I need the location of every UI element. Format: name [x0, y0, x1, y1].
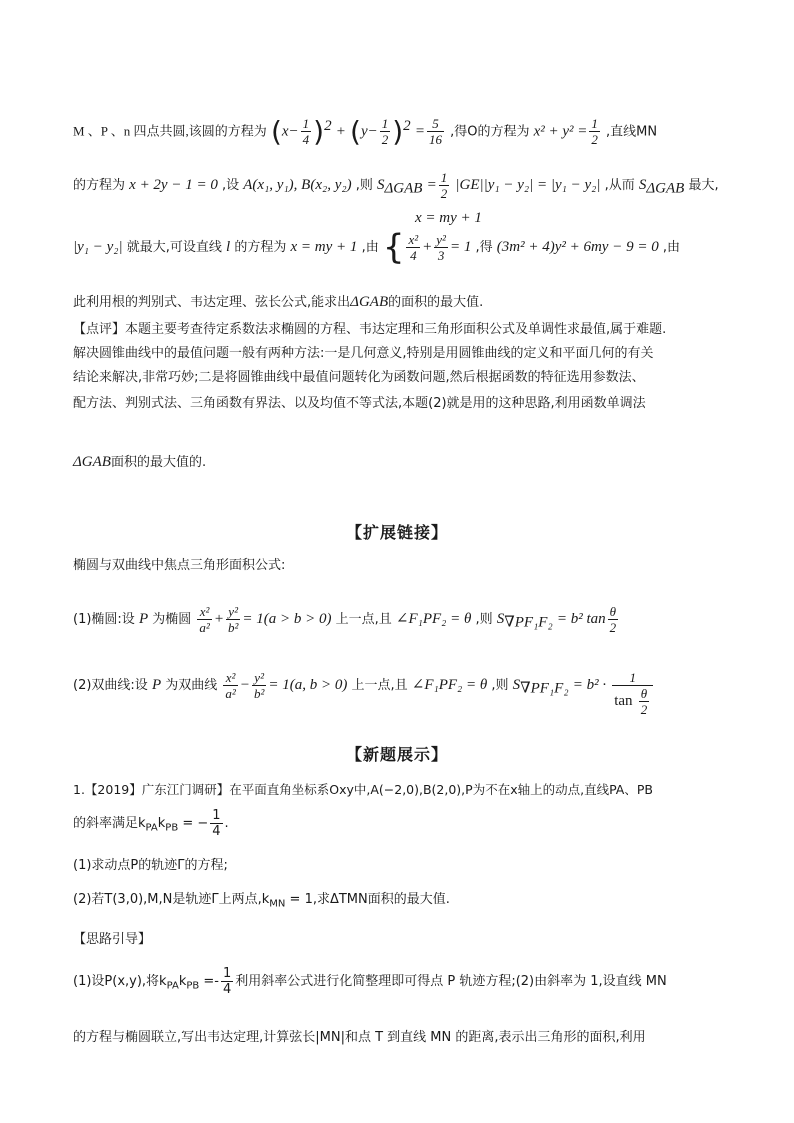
frac-one-over-tan [612, 670, 653, 717]
text: ,则 [355, 178, 373, 193]
area-s: S [376, 177, 385, 193]
system-top: x = my + 1 [415, 210, 482, 226]
frac-x2-a2 [197, 604, 211, 635]
frac-one-quarter [301, 116, 312, 147]
frac-num: x² [197, 604, 211, 620]
points-label: M 、P 、n 四点共圆,该圆的方程为 [73, 123, 267, 139]
frac-half-rhs [589, 116, 600, 147]
paren-left: ( [270, 114, 282, 148]
text: 利用斜率公式进行化简整理即可得点 P 轨迹方程;(2)由斜率为 1,设直线 MN [235, 974, 667, 989]
paren-left-2: ( [350, 114, 361, 148]
circle-eq-part-x: x− [281, 123, 299, 140]
para1-line4 [73, 292, 724, 313]
area-expr: |GE||y₁ − y₂| = |y₁ − y₂| [455, 177, 601, 193]
text: (1)设P(x,y),将k [73, 974, 167, 989]
frac-den: 2 [381, 132, 389, 148]
angle: ∠F₁PF₂ = θ [411, 677, 488, 693]
frac-num: x² [223, 670, 237, 686]
points-ab: A(x₁, y₁), B(x₂, y₂) [243, 177, 352, 193]
extension-heading: 【扩展链接】 [345, 523, 448, 542]
text: = 1,求ΔTMN面积的最大值. [285, 892, 450, 907]
frac-num: y² [436, 232, 446, 247]
equals: = [426, 177, 437, 193]
frac-den: 2 [591, 132, 598, 148]
text: 的斜率满足k [73, 816, 146, 831]
para1-line1 [73, 116, 724, 147]
frac-y2-b2 [226, 604, 240, 635]
text: ,由 [361, 240, 379, 255]
frac-den [612, 686, 653, 717]
frac-den: 16 [428, 132, 442, 148]
frac-num: 1 [440, 170, 448, 185]
text: 就最大,可设直线 [126, 240, 222, 255]
extension-hyperbola [73, 670, 724, 717]
question1-part2 [73, 890, 724, 915]
para1-line3-top [415, 208, 482, 229]
point-p: P [151, 677, 162, 693]
frac-num: x² [408, 232, 419, 247]
sys-rhs: = 1 [449, 239, 472, 255]
frac-num: y² [252, 670, 266, 686]
frac-num: 1 [222, 966, 232, 981]
sub-pb: PB [186, 980, 200, 992]
frac-one-quarter [221, 966, 233, 997]
question1-part1: (1)求动点P的轨迹Γ的方程; [73, 858, 228, 873]
sub-pb: PB [165, 822, 179, 834]
para1-line3 [73, 227, 724, 268]
frac-den: b² [227, 620, 239, 635]
frac-theta-2 [639, 686, 650, 717]
frac-num: y² [226, 604, 240, 620]
frac-den: 4 [222, 982, 232, 997]
text: ,则 [491, 678, 509, 693]
extension-ellipse [73, 604, 724, 635]
frac-x2-4 [406, 232, 420, 263]
text: 上一点,且 [335, 612, 392, 627]
line-l-eq: x = my + 1 [290, 239, 358, 255]
frac-den: 2 [609, 620, 617, 635]
circle-o-eq: x² + y² = [533, 123, 588, 140]
quadratic-eq: (3m² + 4)y² + 6my − 9 = 0 [496, 239, 659, 255]
text: (2)若T(3,0),M,N是轨迹Γ上两点,k [73, 892, 270, 907]
frac-num: θ [639, 686, 650, 702]
frac-den: 2 [640, 702, 648, 717]
line-mn-eq: x + 2y − 1 = 0 [129, 177, 218, 193]
area-sub: ∇PF₁F₂ [520, 680, 569, 697]
guide-line1 [73, 966, 724, 997]
text: ,则 [475, 612, 493, 627]
frac-num: 5 [427, 116, 444, 132]
angle: ∠F₁PF₂ = θ [395, 611, 472, 627]
frac-x2-a2 [223, 670, 237, 701]
frac-y2-3 [434, 232, 448, 263]
hyperbola-result: = b² · [572, 677, 607, 693]
plus-1: + [335, 123, 346, 140]
minus: − [239, 677, 250, 693]
frac-five-sixteenths [427, 116, 444, 147]
frac-den: a² [225, 686, 236, 701]
text: . [224, 816, 229, 831]
text: ,得 [475, 240, 493, 255]
sub-mn: MN [269, 898, 286, 910]
area-s: S [512, 677, 521, 693]
sub-pa: PA [145, 822, 158, 834]
text: 面积的最大值的. [110, 455, 207, 470]
comment-line1: 【点评】本题主要考查待定系数法求椭圆的方程、韦达定理和三角形面积公式及单调性求最值,属于难题. [73, 322, 667, 337]
text: 此利用根的判别式、韦达定理、弦长公式,能求出 [73, 295, 351, 310]
text: = − [178, 816, 209, 831]
text: (1)椭圆:设 [73, 612, 135, 627]
question1-line2 [73, 808, 724, 839]
frac-den: a² [199, 620, 210, 635]
point-p: P [138, 611, 149, 627]
guide-heading: 【思路引导】 [73, 932, 152, 947]
sub-pa: PA [166, 980, 179, 992]
brace-icon: { [382, 227, 405, 268]
text: 为椭圆 [152, 612, 192, 627]
text: ,设 [221, 178, 240, 193]
text: 上一点,且 [351, 678, 408, 693]
area-sub: ∇PF₁F₂ [504, 614, 553, 631]
area-sub-2: ΔGAB [646, 180, 685, 197]
ellipse-result: = b² tan [556, 611, 606, 627]
frac-num: 1 [302, 116, 310, 132]
comment-line4: 配方法、判别式法、三角函数有界法、以及均值不等式法,本题(2)就是用的这种思路,利用函数单调法 [73, 396, 646, 411]
text: k [157, 816, 166, 831]
text: 的方程为 [73, 178, 126, 193]
hyperbola-cond: = 1(a, b > 0) [268, 677, 348, 693]
equals-1: = [414, 123, 425, 140]
frac-num: 1 [212, 808, 221, 823]
triangle-gab: ΔGAB [350, 294, 389, 310]
frac-num: 1 [381, 116, 389, 132]
circle-eq-part-y: y− [360, 123, 378, 140]
frac-num: 1 [591, 116, 598, 132]
text: ,从而 [604, 178, 635, 193]
text: =- [199, 974, 219, 989]
abs-diff: |y₁ − y₂| [73, 239, 123, 255]
area-s-2: S [638, 177, 647, 193]
plus: + [213, 611, 224, 627]
text: (2)双曲线:设 [73, 678, 148, 693]
sq-1: 2 [324, 118, 332, 134]
plus: + [422, 239, 433, 255]
text: 最大, [688, 178, 719, 193]
text: 为双曲线 [165, 678, 218, 693]
text: 的面积的最大值. [388, 295, 484, 310]
question1-line1: 1.【2019】广东江门调研】在平面直角坐标系Oxy中,A(−2,0),B(2,0),P为不在x轴上的动点,直线PA、PB [73, 782, 653, 797]
comment-line3: 结论来解决,非常巧妙;二是将圆锥曲线中最值问题转化为函数问题,然后根据函数的特征选用参数法、 [73, 370, 645, 385]
frac-theta-2 [608, 604, 619, 635]
area-s: S [496, 611, 505, 627]
frac-y2-b2 [252, 670, 266, 701]
extension-intro: 椭圆与双曲线中焦点三角形面积公式: [73, 558, 286, 573]
line-l: l [226, 239, 231, 255]
comment-line5 [73, 452, 724, 473]
para1-text-end: ,直线MN [606, 124, 658, 140]
ellipse-cond: = 1(a > b > 0) [242, 611, 332, 627]
frac-den: 4 [302, 132, 310, 148]
paren-right: ) [313, 114, 325, 148]
text: k [178, 974, 187, 989]
frac-den: 4 [212, 824, 221, 839]
area-sub: ΔGAB [384, 180, 423, 197]
frac-den: 3 [437, 248, 445, 263]
text: ,由 [662, 240, 680, 255]
frac-den: b² [253, 686, 265, 701]
triangle-gab: ΔGAB [73, 454, 111, 470]
frac-num: 1 [612, 670, 653, 686]
frac-num: θ [608, 604, 619, 620]
guide-line2: 的方程与椭圆联立,写出韦达定理,计算弦长|MN|和点 T 到直线 MN 的距离,表示出三角形的面积,利用 [73, 1030, 646, 1045]
tan: tan [614, 693, 633, 709]
para1-line2 [73, 170, 724, 201]
frac-den: 4 [410, 248, 417, 263]
comment-line2: 解决圆锥曲线中的最值问题一般有两种方法:一是几何意义,特别是用圆锥曲线的定义和平面几何的有关 [73, 346, 654, 361]
frac-half [439, 170, 450, 201]
frac-den: 2 [440, 186, 448, 201]
para1-text-mid: ,得O的方程为 [450, 124, 530, 140]
text: 的方程为 [234, 240, 287, 255]
paren-right-2: ) [392, 114, 404, 148]
frac-one-half [380, 116, 391, 147]
new-question-heading: 【新题展示】 [345, 745, 448, 764]
sq-2: 2 [403, 118, 411, 134]
frac-one-quarter [210, 808, 222, 839]
